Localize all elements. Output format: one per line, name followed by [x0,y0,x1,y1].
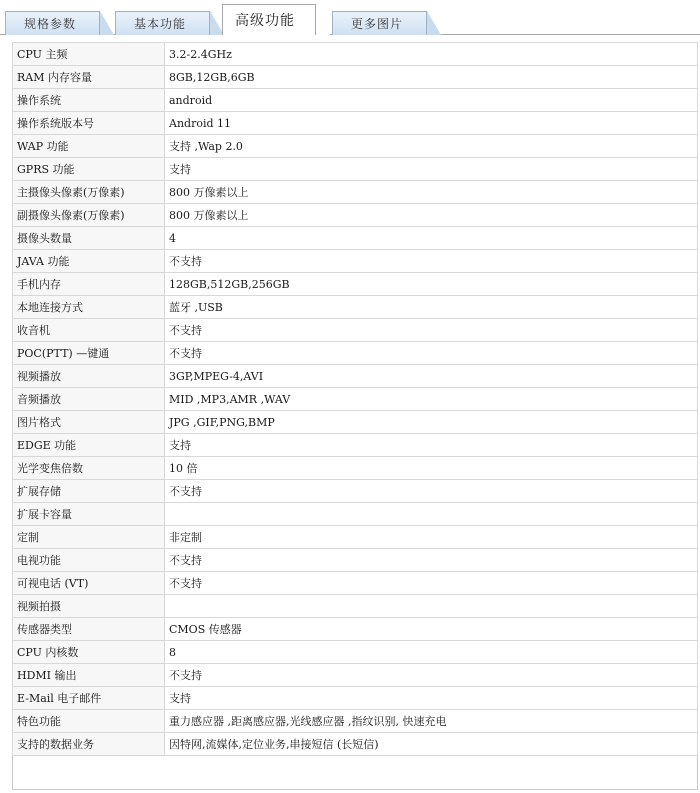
spec-row [13,434,698,457]
spec-label: 摄像头数量 [13,227,165,250]
spec-row [13,112,698,135]
spec-label: E-Mail 电子邮件 [13,687,165,710]
spec-value: 128GB,512GB,256GB [165,273,698,296]
spec-row [13,250,698,273]
spec-row [13,181,698,204]
spec-value: 支持 ,Wap 2.0 [165,135,698,158]
spec-value: 因特网,流媒体,定位业务,串接短信 (长短信) [165,733,698,756]
spec-value: 支持 [165,687,698,710]
spec-table [12,42,698,756]
spec-label: CPU 内核数 [13,641,165,664]
tab-bar [0,0,700,36]
spec-label: 电视功能 [13,549,165,572]
spec-row [13,135,698,158]
spec-value: MID ,MP3,AMR ,WAV [165,388,698,411]
spec-value: android [165,89,698,112]
spec-row [13,572,698,595]
spec-row [13,595,698,618]
spec-label: 本地连接方式 [13,296,165,319]
spec-label: 可视电话 (VT) [13,572,165,595]
spec-label: RAM 内存容量 [13,66,165,89]
spec-label: 特色功能 [13,710,165,733]
spec-value: 3.2-2.4GHz [165,43,698,66]
spec-value: 蓝牙 ,USB [165,296,698,319]
spec-row [13,89,698,112]
spec-value: 800 万像素以上 [165,181,698,204]
spec-row [13,687,698,710]
spec-row [13,710,698,733]
spec-value: 4 [165,227,698,250]
spec-row [13,641,698,664]
spec-panel [12,42,698,790]
spec-value: 8 [165,641,698,664]
spec-row [13,204,698,227]
spec-row [13,227,698,250]
spec-label: POC(PTT) —键通 [13,342,165,365]
spec-label: CPU 主频 [13,43,165,66]
spec-row [13,342,698,365]
spec-value: 不支持 [165,664,698,687]
spec-row [13,664,698,687]
spec-row [13,618,698,641]
spec-row [13,319,698,342]
spec-value: 不支持 [165,549,698,572]
spec-label: HDMI 输出 [13,664,165,687]
spec-label: 传感器类型 [13,618,165,641]
spec-row [13,411,698,434]
spec-label: 扩展存储 [13,480,165,503]
spec-row [13,273,698,296]
spec-value: 10 倍 [165,457,698,480]
tab-specs[interactable]: 规格参数 [5,11,100,35]
spec-value: 支持 [165,434,698,457]
spec-value: 8GB,12GB,6GB [165,66,698,89]
spec-value [165,503,698,526]
spec-row [13,480,698,503]
spec-row [13,365,698,388]
spec-label: 收音机 [13,319,165,342]
spec-row [13,457,698,480]
spec-label: 主摄像头像素(万像素) [13,181,165,204]
spec-row [13,158,698,181]
spec-label: 手机内存 [13,273,165,296]
spec-value: 不支持 [165,250,698,273]
spec-value: 不支持 [165,480,698,503]
spec-row [13,43,698,66]
spec-row [13,503,698,526]
spec-label: 操作系统版本号 [13,112,165,135]
spec-label: 定制 [13,526,165,549]
spec-label: 操作系统 [13,89,165,112]
spec-value: CMOS 传感器 [165,618,698,641]
spec-label: 视频拍摄 [13,595,165,618]
spec-label: WAP 功能 [13,135,165,158]
spec-label: JAVA 功能 [13,250,165,273]
spec-value: 3GP,MPEG-4,AVI [165,365,698,388]
spec-value: 重力感应器 ,距离感应器,光线感应器 ,指纹识别, 快速充电 [165,710,698,733]
spec-label: 光学变焦倍数 [13,457,165,480]
spec-label: 副摄像头像素(万像素) [13,204,165,227]
spec-row [13,733,698,756]
spec-value: 不支持 [165,319,698,342]
spec-value: 800 万像素以上 [165,204,698,227]
spec-row [13,296,698,319]
spec-value [165,595,698,618]
spec-value: 不支持 [165,342,698,365]
spec-value: Android 11 [165,112,698,135]
tab-basic-functions[interactable]: 基本功能 [115,11,210,35]
spec-value: JPG ,GIF,PNG,BMP [165,411,698,434]
spec-table-body [13,43,698,756]
tab-advanced-functions[interactable]: 高级功能 [222,4,316,35]
spec-label: EDGE 功能 [13,434,165,457]
spec-value: 非定制 [165,526,698,549]
spec-row [13,549,698,572]
tab-more-images[interactable]: 更多图片 [332,11,427,35]
spec-label: 支持的数据业务 [13,733,165,756]
spec-label: 扩展卡容量 [13,503,165,526]
spec-value: 不支持 [165,572,698,595]
spec-label: 音频播放 [13,388,165,411]
spec-row [13,526,698,549]
spec-label: 图片格式 [13,411,165,434]
spec-row [13,66,698,89]
spec-value: 支持 [165,158,698,181]
spec-label: GPRS 功能 [13,158,165,181]
spec-row [13,388,698,411]
spec-label: 视频播放 [13,365,165,388]
